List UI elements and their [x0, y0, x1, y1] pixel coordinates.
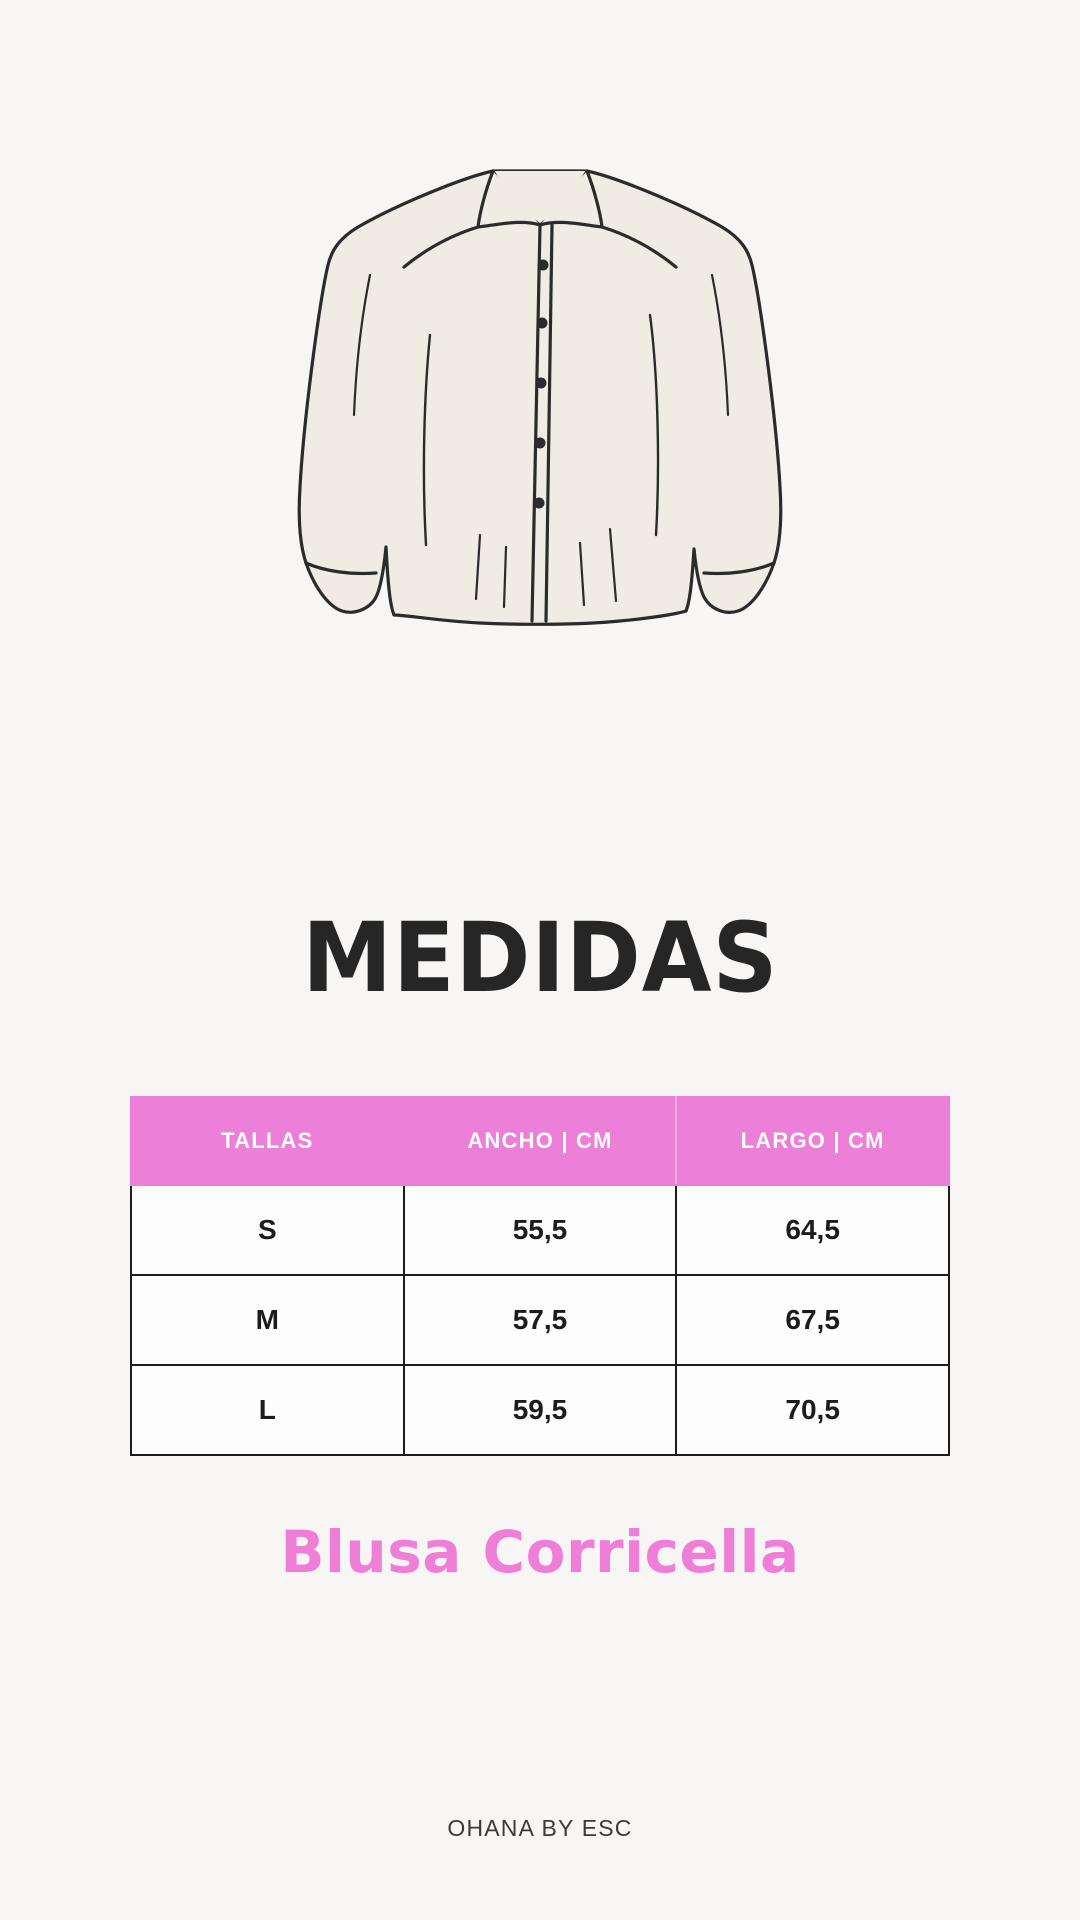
cell-largo: 70,5 [676, 1365, 949, 1455]
cell-ancho: 57,5 [404, 1275, 677, 1365]
product-illustration [0, 0, 1080, 760]
cell-size: L [131, 1365, 404, 1455]
product-name: Blusa Corricella [280, 1518, 800, 1586]
table-row [131, 1275, 949, 1365]
table-row [131, 1365, 949, 1455]
size-table-body [131, 1185, 949, 1455]
column-header-ancho: ANCHO | CM [404, 1097, 677, 1185]
table-row [131, 1185, 949, 1275]
cell-ancho: 55,5 [404, 1185, 677, 1275]
blouse-icon [280, 115, 800, 675]
cell-largo: 64,5 [676, 1185, 949, 1275]
cell-size: S [131, 1185, 404, 1275]
page-title: MEDIDAS [301, 902, 779, 1014]
table-header-row [131, 1097, 949, 1185]
column-header-tallas: TALLAS [131, 1097, 404, 1185]
size-table-head [131, 1097, 949, 1185]
size-table [130, 1096, 950, 1456]
column-header-largo: LARGO | CM [676, 1097, 949, 1185]
cell-size: M [131, 1275, 404, 1365]
cell-ancho: 59,5 [404, 1365, 677, 1455]
cell-largo: 67,5 [676, 1275, 949, 1365]
brand-footer: OHANA BY ESC [447, 1815, 633, 1841]
